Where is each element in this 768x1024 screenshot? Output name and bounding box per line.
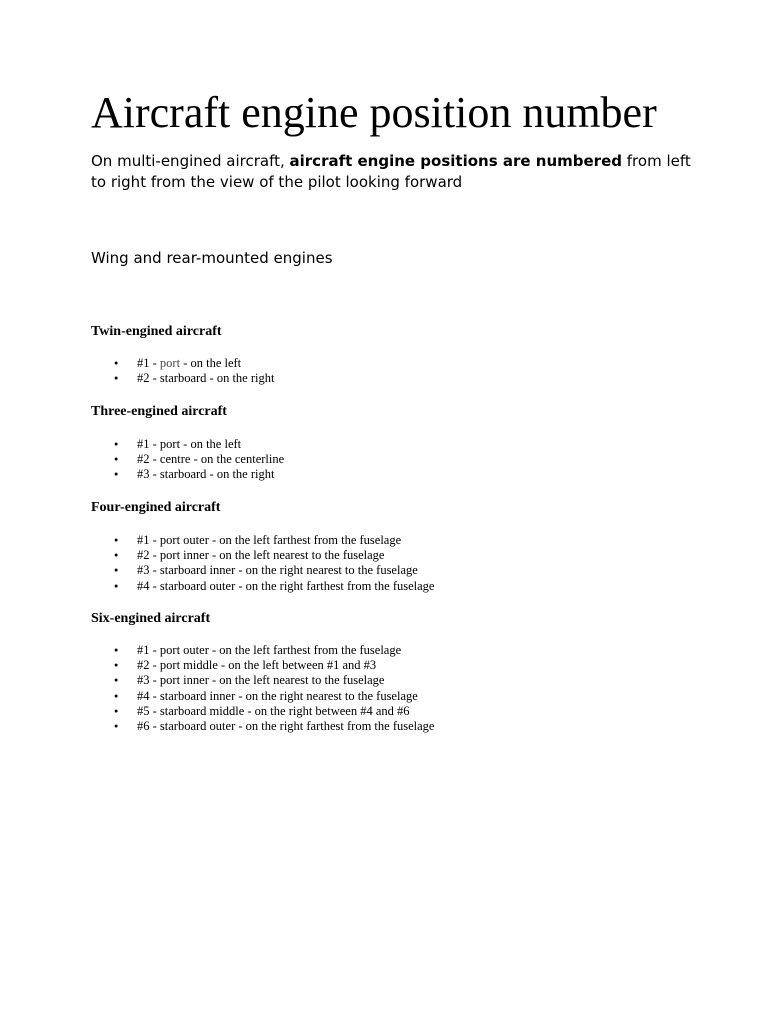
list-item: ● #6 - starboard outer - on the right farthest from the fuselage [91, 719, 434, 734]
section-subheading: Wing and rear-mounted engines [91, 249, 333, 267]
list-item: ● #2 - centre - on the centerline [91, 452, 284, 467]
list-item: ● #1 - port outer - on the left farthest from the fuselage [91, 533, 434, 548]
section-title-three: Three-engined aircraft [91, 404, 227, 419]
list-item: ● #3 - starboard - on the right [91, 467, 284, 482]
section-title-six: Six-engined aircraft [91, 611, 211, 626]
list-item: ● #4 - starboard inner - on the right nearest to the fuselage [91, 689, 434, 704]
intro-bold-text: aircraft engine positions are numbered [289, 152, 622, 170]
list-item: ● #1 - port - on the left [91, 437, 284, 452]
section-title-twin: Twin-engined aircraft [91, 324, 222, 339]
list-item: ● #3 - starboard inner - on the right nearest to the fuselage [91, 563, 434, 578]
list-four [91, 533, 434, 594]
list-item-prefix: #1 - [137, 356, 160, 370]
list-item: ● #2 - port inner - on the left nearest to the fuselage [91, 548, 434, 563]
list-item-suffix: - on the left [180, 356, 242, 370]
list-item: ● #5 - starboard middle - on the right between #4 and #6 [91, 704, 434, 719]
list-twin [91, 356, 274, 386]
list-item: ● #2 - port middle - on the left between #1 and #3 [91, 658, 434, 673]
page-title: Aircraft engine position number [91, 88, 657, 137]
intro-text-start: On multi-engined aircraft, [91, 152, 290, 170]
list-six [91, 643, 434, 734]
list-item: ● #3 - port inner - on the left nearest to the fuselage [91, 673, 434, 688]
port-link[interactable]: port [159, 356, 181, 370]
section-title-four: Four-engined aircraft [91, 500, 221, 515]
list-item [91, 356, 274, 371]
list-item: ● #2 - starboard - on the right [91, 371, 274, 386]
list-item: ● #4 - starboard outer - on the right farthest from the fuselage [91, 579, 434, 594]
list-item: ● #1 - port outer - on the left farthest from the fuselage [91, 643, 434, 658]
intro-text-end: from left to right from the view of the pilot looking forward [91, 152, 691, 191]
intro-paragraph [91, 151, 691, 193]
list-three [91, 437, 284, 483]
